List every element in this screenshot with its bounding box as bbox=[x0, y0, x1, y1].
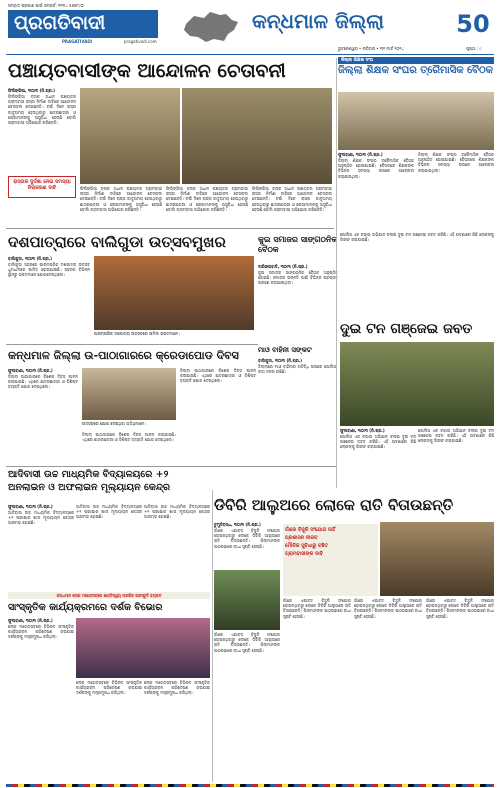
story10-body-col3: ଗାଁରେ ଏଯାବତ ବିଜୁଳି ସଂଯୋଗ ହୋଇନଥିବାରୁ ଲୋକେ ଡିବିରି ଆଲୁଅରେ ରାତି ବିତାଉଛନ୍ତି। ପିଲାମାନଙ୍କ ପାଠପଢାରେ ବାଧା ସୃଷ୍ଟି ହେଉଛି। bbox=[354, 598, 422, 619]
story10-box-title-3: ମୌଳିକ ସୁବିଧାରୁ ବଞ୍ଚିତ bbox=[285, 543, 329, 549]
story10-body-col2: ଗାଁରେ ଏଯାବତ ବିଜୁଳି ସଂଯୋଗ ହୋଇନଥିବାରୁ ଲୋକେ ଡିବିରି ଆଲୁଅରେ ରାତି ବିତାଉଛନ୍ତି। ପିଲାମାନଙ୍କ ପାଠପଢାରେ ବାଧା ସୃଷ୍ଟି ହେଉଛି। bbox=[283, 598, 351, 619]
logo-subtitle: PRAGATIVADI bbox=[62, 39, 93, 44]
story5-headline: ଦୁଇ ଟନ ଗଞ୍ଜେଇ ଜବତ bbox=[340, 321, 473, 337]
story10-box-title-2: ପ୍ରଶାସନ ନୀରବ bbox=[285, 535, 318, 541]
story8-body-col2: ଆଦିବାସୀ ଉଚ୍ଚ ମାଧ୍ୟମିକ ବିଦ୍ୟାଳୟରେ +୨ ପରୀକ୍ଷାର ଖାତା ମୂଲ୍ୟାୟନ କେନ୍ଦ୍ର ଆରମ୍ଭ ହୋଇଛି। bbox=[76, 504, 142, 520]
story8-body-col3: ଆଦିବାସୀ ଉଚ୍ଚ ମାଧ୍ୟମିକ ବିଦ୍ୟାଳୟରେ +୨ ପରୀକ୍ଷାର ଖାତା ମୂଲ୍ୟାୟନ କେନ୍ଦ୍ର ଆରମ୍ଭ ହୋଇଛି। bbox=[144, 504, 210, 520]
rule-1 bbox=[6, 228, 334, 229]
story4-dateline: ଦାରିଙ୍ଗବାଡି, ୩୦ା୩ (ନି.ପ୍ର.) bbox=[258, 264, 308, 269]
story6-caption: ଉତ୍ସବରେ ଯୋଗ ଦେଇଥିବା ଅତିଥିମାନେ। bbox=[82, 421, 146, 426]
story5-photo bbox=[340, 342, 494, 426]
story9-kicker-bar bbox=[8, 592, 210, 599]
story1-body-col3: ଫିରିଙ୍ଗିଆ ବ୍ଲକ ଅଧୀନ ପଞ୍ଚାୟତର ଗ୍ରାମବାସୀ ରାସ୍ତା ନିର୍ମାଣ ଦାବିରେ ଆନ୍ଦୋଳନ ଚେତାବନୀ ଦେଇଛନ୍ତି। ବର୍ଷା ଦିନେ ରାସ୍ତା କାଦୁଅମୟ ହେଉଥିବାରୁ ଛାତ୍ରଛାତ୍ରୀ ଓ ରୋଗୀମାନଙ୍କୁ ଅସୁବିଧା ହେଉଛି ବୋଲି ଗ୍ରାମବାସୀ ଅଭିଯୋଗ କରିଛନ୍ତି। bbox=[166, 186, 248, 212]
story1-callout bbox=[8, 176, 76, 198]
story1-body-col4: ଫିରିଙ୍ଗିଆ ବ୍ଲକ ଅଧୀନ ପଞ୍ଚାୟତର ଗ୍ରାମବାସୀ ରାସ୍ତା ନିର୍ମାଣ ଦାବିରେ ଆନ୍ଦୋଳନ ଚେତାବନୀ ଦେଇଛନ୍ତି। ବର୍ଷା ଦିନେ ରାସ୍ତା କାଦୁଅମୟ ହେଉଥିବାରୁ ଛାତ୍ରଛାତ୍ରୀ ଓ ରୋଗୀମାନଙ୍କୁ ଅସୁବିଧା ହେଉଛି ବୋଲି ଗ୍ରାମବାସୀ ଅଭିଯୋଗ କରିଛନ୍ତି। bbox=[252, 186, 332, 212]
story5-body-top: ପୋଲିସ ଏକ ଚଢାଉ ଅଭିଯାନ ଚଳାଇ ଦୁଇ ଟନ ଗଞ୍ଜେଇ ଜବତ କରିଛି। ଏହି ଘଟଣାରେ କିଛି ଲୋକଙ୍କୁ ଗିରଫ କରାଯାଇଛି। bbox=[340, 232, 494, 243]
story2-body-col1: ବାଲିଗୁଡା ସହରରେ ପାରମ୍ପରିକ ଦଶପାତ୍ରା ଉତ୍ସବ ଧୁମଧାମରେ ପାଳିତ ହୋଇଯାଇଛି। ସହରର ବିଭିନ୍ନ ସ୍ଥାନରୁ ଭକ୍ତମାନେ ଯୋଗଦେଇଥିଲେ। bbox=[8, 262, 90, 278]
story6-dateline: ଫୁଲବାଣୀ, ୩୦ା୩ (ନି.ପ୍ର.) bbox=[8, 368, 53, 373]
story2-dateline: ବାଲିଗୁଡା, ୩୦ା୩ (ନି.ପ୍ର.) bbox=[8, 256, 52, 261]
story1-body-col2: ଫିରିଙ୍ଗିଆ ବ୍ଲକ ଅଧୀନ ପଞ୍ଚାୟତର ଗ୍ରାମବାସୀ ରାସ୍ତା ନିର୍ମାଣ ଦାବିରେ ଆନ୍ଦୋଳନ ଚେତାବନୀ ଦେଇଛନ୍ତି। ବର୍ଷା ଦିନେ ରାସ୍ତା କାଦୁଅମୟ ହେଉଥିବାରୁ ଛାତ୍ରଛାତ୍ରୀ ଓ ରୋଗୀମାନଙ୍କୁ ଅସୁବିଧା ହେଉଛି ବୋଲି ଗ୍ରାମବାସୀ ଅଭିଯୋଗ କରିଛନ୍ତି। bbox=[80, 186, 162, 212]
story4-body: କୁଇ ସମାଜର ସାଙ୍ଗଠନିକ ବୈଠକ ଅନୁଷ୍ଠିତ ହୋଇଛି। ସମାଜର ଉନ୍ନତି ପାଇଁ ବିଭିନ୍ନ ପ୍ରସ୍ତାବ ଗ୍ରହଣ କରାଯାଇଥିଲା। bbox=[258, 270, 338, 286]
story9-dateline: ଫୁଲବାଣୀ, ୩୦ା୩ (ନି.ପ୍ର.) bbox=[8, 618, 53, 623]
rule-3 bbox=[6, 466, 336, 467]
district-title: କନ୍ଧମାଳ ଜିଲ୍ଲା bbox=[252, 9, 385, 33]
masthead-rule bbox=[6, 54, 494, 55]
story6-headline: କନ୍ଧମାଳ ଜିଲ୍ଲା ଉ-ପାଠାଗାରରେ କ୍ରେଡାପୋଡ ଦିବସ bbox=[8, 349, 239, 362]
story7-dateline: ବାଲିଗୁଡା, ୩୦ା୩ (ନି.ପ୍ର.) bbox=[258, 358, 302, 363]
story1-photo-right bbox=[182, 88, 332, 184]
story8-headline: ଆଦିବାସୀ ଉଚ୍ଚ ମାଧ୍ୟମିକ ବିଦ୍ୟାଳୟରେ +୨ ଅନଲାଇନ ଓ ଅଫଲାଇନ ମୂଲ୍ୟାୟନ କେନ୍ଦ୍ର bbox=[8, 469, 171, 493]
anniversary-badge: 50 bbox=[456, 10, 490, 38]
rule-v1 bbox=[336, 58, 337, 488]
dateline: ଭୁବନେଶ୍ୱର • ରବିବାର • ୩୧ ମାର୍ଚ୍ଚ ୨୦୨୪ bbox=[338, 46, 404, 51]
story9-body-col3: ଲୋକ ମହୋତ୍ସବରେ ବିଭିନ୍ନ ସାଂସ୍କୃତିକ କାର୍ଯ୍ୟକ୍ରମ ପରିବେଷଣ କରାଯାଇ ଦର୍ଶକଙ୍କୁ ମନ୍ତ୍ରମୁଗ୍ଧ କରିଥିଲା। bbox=[144, 680, 210, 696]
story3-kicker: ଜିଲ୍ଲା ଶିକ୍ଷକ ସଂଘ bbox=[341, 58, 374, 63]
story10-photo-right bbox=[380, 522, 494, 596]
masthead-top-note: ସମ୍ବାଦ ପ୍ରକାଶ ପାଇଁ ସମ୍ପର୍କ: ୧୨୩୪ ୫୬୭୮୯୦ bbox=[8, 3, 84, 8]
story6-body-col1: ଜିଲ୍ଲା ପାଠାଗାରରେ ବିଶେଷ ଦିବସ ପାଳନ କରାଯାଇଛି। ଏଥିରେ ଛାତ୍ରଛାତ୍ରୀ ଓ ବିଶିଷ୍ଟ ବ୍ୟକ୍ତି ଯୋଗ ଦେଇଥିଲେ। bbox=[8, 374, 78, 390]
story5-body-col2: ପୋଲିସ ଏକ ଚଢାଉ ଅଭିଯାନ ଚଳାଇ ଦୁଇ ଟନ ଗଞ୍ଜେଇ ଜବତ କରିଛି। ଏହି ଘଟଣାରେ କିଛି ଲୋକଙ୍କୁ ଗିରଫ କରାଯାଇଛି। bbox=[418, 428, 494, 444]
story9-headline: ସାଂସ୍କୃତିକ କାର୍ଯ୍ୟକ୍ରମରେ ଦର୍ଶକ ବିଭୋର bbox=[8, 602, 163, 613]
story3-dateline: ଫୁଲବାଣୀ, ୩୦ା୩ (ନି.ପ୍ର.) bbox=[338, 152, 383, 157]
story3-body-col1: ଜିଲ୍ଲା ଶିକ୍ଷକ ସଂଘର ତ୍ରୈମାସିକ ବୈଠକ ଅନୁଷ୍ଠିତ ହୋଇଯାଇଛି। ବୈଠକରେ ଶିକ୍ଷକଙ୍କ ବିଭିନ୍ନ ସମସ୍ୟା ଉପରେ ଆଲୋଚନା କରାଯାଇଥିଲା। bbox=[338, 158, 414, 179]
newspaper-logo: ପ୍ରଗତିବାଦୀ bbox=[8, 10, 158, 38]
story6-body-col2: ଜିଲ୍ଲା ପାଠାଗାରରେ ବିଶେଷ ଦିବସ ପାଳନ କରାଯାଇଛି। ଏଥିରେ ଛାତ୍ରଛାତ୍ରୀ ଓ ବିଶିଷ୍ଟ ବ୍ୟକ୍ତି ଯୋଗ ଦେଇଥିଲେ। bbox=[82, 432, 176, 443]
story6-body-col3: ଜିଲ୍ଲା ପାଠାଗାରରେ ବିଶେଷ ଦିବସ ପାଳନ କରାଯାଇଛି। ଏଥିରେ ଛାତ୍ରଛାତ୍ରୀ ଓ ବିଶିଷ୍ଟ ବ୍ୟକ୍ତି ଯୋଗ ଦେଇଥିଲେ। bbox=[180, 368, 256, 384]
story1-callout-text: ରାସ୍ତାର ଦୁର୍ଦ୍ଦଶା ନେଇ ସମସ୍ୟା ନିରାକରଣ ଦାବି bbox=[13, 179, 71, 191]
story10-info-box bbox=[283, 524, 378, 596]
story8-body-col1: ଆଦିବାସୀ ଉଚ୍ଚ ମାଧ୍ୟମିକ ବିଦ୍ୟାଳୟରେ +୨ ପରୀକ୍ଷାର ଖାତା ମୂଲ୍ୟାୟନ କେନ୍ଦ୍ର ଆରମ୍ଭ ହୋଇଛି। bbox=[8, 510, 74, 526]
story10-photo-left bbox=[214, 570, 280, 630]
district-map-icon bbox=[180, 10, 242, 44]
website: pragativadi.com bbox=[124, 39, 157, 44]
registration-strip bbox=[6, 784, 494, 787]
story10-box-title-4: ଗ୍ରାମବାସୀଙ୍କ ଦାବି bbox=[285, 551, 324, 557]
story7-body: ଜିଲ୍ଲାରେ ମାଓ ବାହିନୀର ଗତିବିଧି ଉପରେ ପୋଲିସ କଡା ନଜର ରଖିଛି। bbox=[258, 364, 336, 375]
story10-body-col1: ଗାଁରେ ଏଯାବତ ବିଜୁଳି ସଂଯୋଗ ହୋଇନଥିବାରୁ ଲୋକେ ଡିବିରି ଆଲୁଅରେ ରାତି ବିତାଉଛନ୍ତି। ପିଲାମାନଙ୍କ ପାଠପଢାରେ ବାଧା ସୃଷ୍ଟି ହେଉଛି। bbox=[214, 528, 280, 549]
story10-box-title-1: ଗାଁରେ ବିଜୁଳି ସଂଯୋଗ ନାହିଁ bbox=[285, 527, 335, 533]
story10-headline: ଡିବିରି ଆଲୁଅରେ ଲୋକେ ରାତି ବିତାଉଛନ୍ତି bbox=[214, 496, 454, 514]
story9-kicker: କନ୍ଧମାଳ ଲୋକ ମହୋତ୍ସବରେ ଶାନ୍ତିସ୍ୱୟ ନାଗରିକ ପ୍ରସ୍ତୁତି ବ୍ୟକ୍ତ bbox=[56, 593, 162, 598]
story10-body-col1b: ଗାଁରେ ଏଯାବତ ବିଜୁଳି ସଂଯୋଗ ହୋଇନଥିବାରୁ ଲୋକେ ଡିବିରି ଆଲୁଅରେ ରାତି ବିତାଉଛନ୍ତି। ପିଲାମାନଙ୍କ ପାଠପଢାରେ ବାଧା ସୃଷ୍ଟି ହେଉଛି। bbox=[214, 632, 280, 653]
story5-body-col1: ପୋଲିସ ଏକ ଚଢାଉ ଅଭିଯାନ ଚଳାଇ ଦୁଇ ଟନ ଗଞ୍ଜେଇ ଜବତ କରିଛି। ଏହି ଘଟଣାରେ କିଛି ଲୋକଙ୍କୁ ଗିରଫ କରାଯାଇଛି। bbox=[340, 434, 416, 450]
rule-2 bbox=[6, 344, 258, 345]
story3-body-col2: ଜିଲ୍ଲା ଶିକ୍ଷକ ସଂଘର ତ୍ରୈମାସିକ ବୈଠକ ଅନୁଷ୍ଠିତ ହୋଇଯାଇଛି। ବୈଠକରେ ଶିକ୍ଷକଙ୍କ ବିଭିନ୍ନ ସମସ୍ୟା ଉପରେ ଆଲୋଚନା କରାଯାଇଥିଲା। bbox=[418, 152, 494, 173]
story2-headline: ଦଶପାତ୍ରାରେ ବାଲିଗୁଡା ଉତ୍ସବମୁଖର bbox=[8, 233, 226, 251]
story1-dateline: ଫିରିଙ୍ଗିଆ, ୩୦ା୩ (ନି.ପ୍ର.) bbox=[8, 88, 56, 93]
story9-body-col2: ଲୋକ ମହୋତ୍ସବରେ ବିଭିନ୍ନ ସାଂସ୍କୃତିକ କାର୍ଯ୍ୟକ୍ରମ ପରିବେଷଣ କରାଯାଇ ଦର୍ଶକଙ୍କୁ ମନ୍ତ୍ରମୁଗ୍ଧ କରିଥିଲା। bbox=[76, 680, 142, 696]
story3-photo bbox=[338, 92, 494, 150]
story7-headline: ମାଓ ବାହିନୀ ସଙ୍କଟ bbox=[258, 345, 312, 354]
story9-body-col1: ଲୋକ ମହୋତ୍ସବରେ ବିଭିନ୍ନ ସାଂସ୍କୃତିକ କାର୍ଯ୍ୟକ୍ରମ ପରିବେଷଣ କରାଯାଇ ଦର୍ଶକଙ୍କୁ ମନ୍ତ୍ରମୁଗ୍ଧ କରିଥିଲା। bbox=[8, 624, 74, 640]
story1-body-col1: ଫିରିଙ୍ଗିଆ ବ୍ଲକ ଅଧୀନ ପଞ୍ଚାୟତର ଗ୍ରାମବାସୀ ରାସ୍ତା ନିର୍ମାଣ ଦାବିରେ ଆନ୍ଦୋଳନ ଚେତାବନୀ ଦେଇଛନ୍ତି। ବର୍ଷା ଦିନେ ରାସ୍ତା କାଦୁଅମୟ ହେଉଥିବାରୁ ଛାତ୍ରଛାତ୍ରୀ ଓ ରୋଗୀମାନଙ୍କୁ ଅସୁବିଧା ହେଉଛି ବୋଲି ଗ୍ରାମବାସୀ ଅଭିଯୋଗ କରିଛନ୍ତି। bbox=[8, 94, 76, 126]
story4-headline: କୁଇ ସମାଜର ସାଙ୍ଗଠନିକ ବୈଠକ bbox=[258, 234, 338, 254]
story3-kicker-bar bbox=[338, 57, 494, 64]
story2-photo bbox=[94, 256, 254, 330]
story3-headline: ଜିଲ୍ଲା ଶିକ୍ଷକ ସଂଘର ତ୍ରୈମାସିକ ବୈଠକ bbox=[338, 65, 494, 76]
story9-photo bbox=[76, 618, 210, 678]
story6-photo bbox=[82, 368, 176, 420]
page-number: ପୃଷ୍ଠା : ୯ bbox=[466, 46, 482, 51]
story5-dateline: ଫୁଲବାଣୀ, ୩୦ା୩ (ନି.ପ୍ର.) bbox=[340, 428, 385, 433]
rule-v2 bbox=[212, 490, 213, 782]
story8-dateline: ଫୁଲବାଣୀ, ୩୦ା୩ (ନି.ପ୍ର.) bbox=[8, 504, 53, 509]
story10-dateline: ତୁମୁଡିବନ୍ଧ, ୩୦ା୩ (ନି.ପ୍ର.) bbox=[214, 522, 261, 527]
story2-caption: ପାରମ୍ପରିକ ଦଶପାତ୍ରା ଉତ୍ସବରେ ସାମିଲ ଭକ୍ତମାନେ। bbox=[94, 331, 180, 336]
story1-photo-left bbox=[80, 88, 180, 184]
story1-headline: ପଞ୍ଚାୟତବାସୀଙ୍କ ଆନ୍ଦୋଳନ ଚେତାବନୀ bbox=[8, 60, 286, 82]
story10-body-col4: ଗାଁରେ ଏଯାବତ ବିଜୁଳି ସଂଯୋଗ ହୋଇନଥିବାରୁ ଲୋକେ ଡିବିରି ଆଲୁଅରେ ରାତି ବିତାଉଛନ୍ତି। ପିଲାମାନଙ୍କ ପାଠପଢାରେ ବାଧା ସୃଷ୍ଟି ହେଉଛି। bbox=[426, 598, 494, 619]
